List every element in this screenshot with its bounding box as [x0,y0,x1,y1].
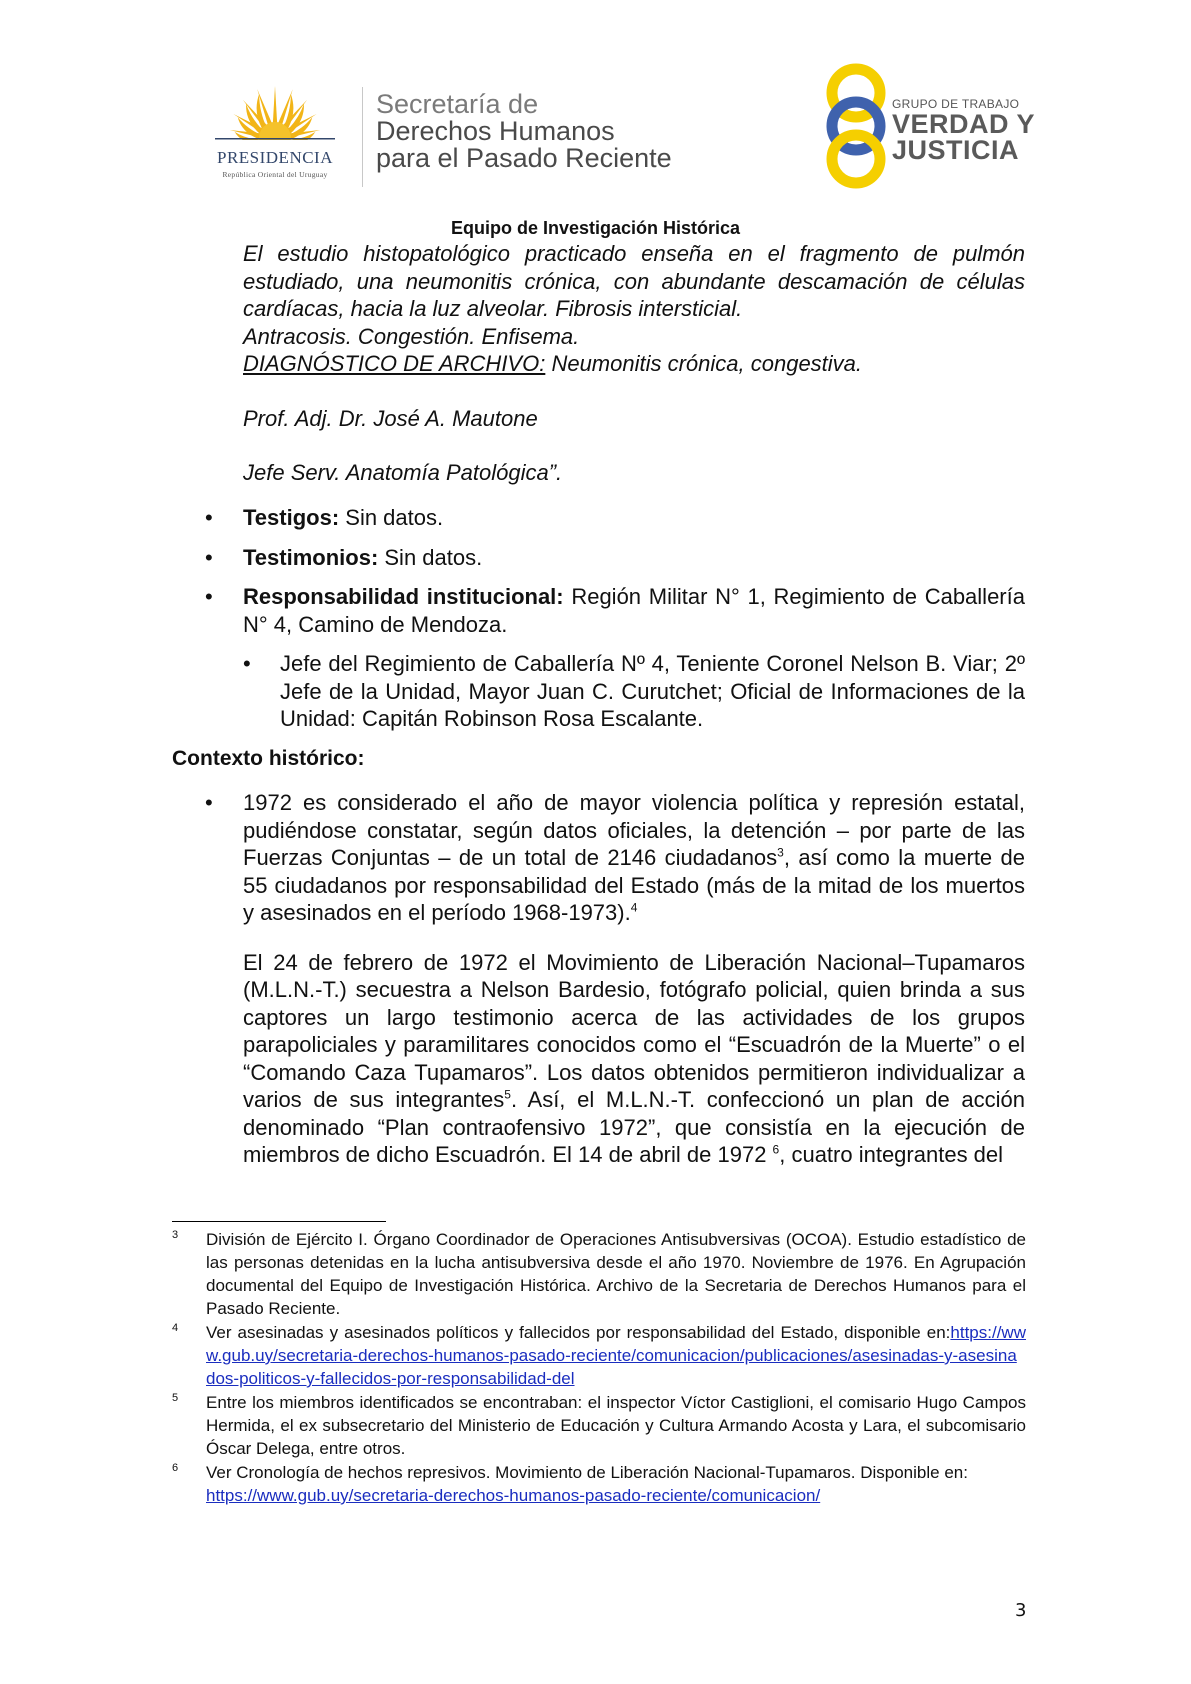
footnote-text: Ver Cronología de hechos represivos. Movimiento de Liberación Nacional-Tupamaros. Disponible en: [206,1463,968,1482]
footnote-number: 3 [172,1229,179,1241]
quote-paragraph-2: Antracosis. Congestión. Enfisema. [243,323,580,349]
bullet-icon: • [205,790,213,815]
footnote-ref[interactable]: 3 [777,845,784,860]
context-paragraph-2 [205,949,1025,1169]
list-item [205,544,1025,572]
secretaria-line-1: Secretaría de [376,89,539,119]
footnote-number: 6 [172,1462,179,1474]
case-facts-list [205,504,1025,745]
secretaria-line-3: para el Pasado Reciente [376,143,672,173]
footnote [172,1228,1026,1320]
diagnosis-label: DIAGNÓSTICO DE ARCHIVO: [243,351,546,376]
autopsy-quote [243,240,1025,487]
list-item-text: Región Militar N° 1, Regimiento de Caballería N° 4, Camino de Mendoza. [243,584,1025,637]
context-section [205,789,1025,1169]
justicia-label: JUSTICIA [892,135,1020,165]
secretaria-title [376,91,672,172]
footnote [172,1321,1026,1390]
team-heading: Equipo de Investigación Histórica [450,218,741,238]
list-item-text: Sin datos. [378,544,483,570]
list-item-text: Sin datos. [339,505,444,530]
footnote [172,1391,1026,1460]
page-header [0,55,1191,195]
footnote-text: División de Ejército I. Órgano Coordinador de Operaciones Antisubversivas (OCOA). Estudio estadístico de las personas detenidas en la lucha antisubversiva desde el año 1970. Noviembre de 1976. En Agrupación documental del Equipo de Investigación Histórica. Archivo de la Secretaria de Derechos Humanos para el Pasado Reciente. [206,1230,1026,1318]
context-heading: Contexto histórico: [172,747,365,770]
context-text: . Así, el M.L.N.-T. confeccionó un plan de acción denominado “Plan contraofensivo 1972”, que consistía en la ejecución de miembros de dicho Escuadrón. El 14 de abril de 1972 [243,1087,1026,1167]
sub-list-item [205,650,1025,733]
footnote-text: Ver asesinadas y asesinados políticos y fallecidos por responsabilidad del Estado, disponible en: [206,1323,951,1342]
footnote-separator [172,1221,386,1222]
list-item-label: Testigos: [243,505,340,530]
sun-icon [195,80,355,150]
sub-list-item-text: Jefe del Regimiento de Caballería Nº 4, Teniente Coronel Nelson B. Viar; 2º Jefe de la Unidad, Mayor Juan C. Curutchet; Oficial de Informaciones de la Unidad: Capitán Robinson Rosa Escalante. [280,651,1025,731]
presidencia-wordmark: PRESIDENCIA [216,148,333,167]
signer: Prof. Adj. Dr. José A. Mautone [243,405,538,431]
context-text: El 24 de febrero de 1972 el Movimiento de Liberación Nacional–Tupamaros (M.L.N.-T.) secuestra a Nelson Bardesio, fotógrafo policial, quien brinda a sus captores un largo testimonio acerca de las actividades de los grupos parapoliciales y paramilitares conocidos como el “Escuadrón de la Muerte” o el “Comando Caza Tupamaros”. Los datos obtenidos permitieron individualizar a varios de sus integrantes [243,949,1025,1112]
list-item [205,504,1025,532]
context-text: 1972 es considerado el año de mayor violencia política y represión estatal, pudiéndose constatar, según datos oficiales, la detención – por parte de las Fuerzas Conjuntas – de un total de 2146 ciudadanos [243,790,1025,870]
footnote-text: Entre los miembros identificados se encontraban: el inspector Víctor Castiglioni, el comisario Hugo Campos Hermida, el ex subsecretario del Ministerio de Educación y Cultura Armando Acosta y Lara, el subcomisario Óscar Delega, entre otros. [206,1393,1026,1458]
secretaria-line-2: Derechos Humanos [376,116,615,146]
footnote-ref[interactable]: 5 [504,1087,511,1102]
footnote-number: 4 [172,1322,179,1334]
context-text: , cuatro integrantes del [779,1142,1004,1167]
footnote-ref[interactable]: 6 [772,1142,780,1157]
list-item [205,583,1025,638]
list-item [205,789,1025,927]
presidencia-logo [195,80,355,200]
list-item-label: Responsabilidad institucional: [243,584,564,609]
bullet-icon: • [205,505,213,530]
context-text: , así como la muerte de 55 ciudadanos por responsabilidad del Estado (más de la mitad de los muertos y asesinados en el período 1968-1973). [243,845,1026,925]
diagnosis-line [243,350,1025,378]
footnote-link[interactable]: https://www.gub.uy/secretaria-derechos-humanos-pasado-reciente/comunicacion/publicaciones/asesinadas-y-asesinados-politicos-y-fallecidos-por-responsabilidad-del [206,1323,1026,1388]
bullet-icon: • [205,584,213,609]
footnote [172,1461,1026,1507]
verdad-label: VERDAD Y [892,109,1036,139]
footnote-ref[interactable]: 4 [630,900,638,915]
quote-paragraph-1: El estudio histopatológico practicado enseña en el fragmento de pulmón estudiado, una neumonitis crónica, con abundante descamación de células cardíacas, hacia la luz alveolar. Fibrosis intersticial. [243,241,1025,321]
grupo-trabajo-label: GRUPO DE TRABAJO [892,97,1020,111]
verdad-justicia-wordmark [892,97,1035,163]
page-number: 3 [1015,1600,1027,1621]
footnote-number: 5 [172,1392,179,1404]
list-item-label: Testimonios: [243,544,379,570]
signer-role: Jefe Serv. Anatomía Patológica”. [243,460,563,485]
header-divider [362,87,363,187]
diagnosis-text: Neumonitis crónica, congestiva. [545,351,863,376]
bullet-icon: • [243,651,251,676]
presidencia-subtitle: República Oriental del Uruguay [222,170,328,179]
footnotes [172,1228,1026,1508]
footnote-link[interactable]: https://www.gub.uy/secretaria-derechos-humanos-pasado-reciente/comunicacion/ [206,1486,821,1505]
bullet-icon: • [205,544,213,570]
